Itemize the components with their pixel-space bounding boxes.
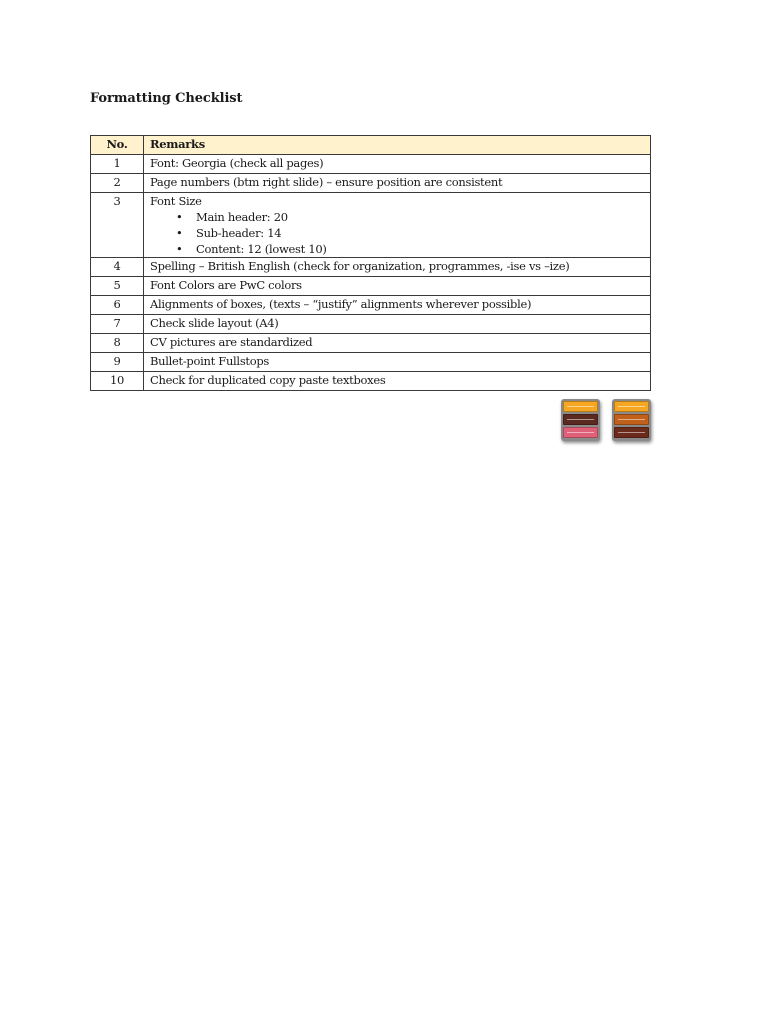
row-number: 10 [91,372,144,391]
table-row [91,193,651,258]
color-swatch [614,414,649,425]
column-header-no: No. [91,136,144,155]
row-remark: Bullet-point Fullstops [144,353,651,372]
table-row [91,372,651,391]
row-number: 3 [91,193,144,258]
column-header-remarks: Remarks [144,136,651,155]
table-row [91,155,651,174]
color-swatch [614,401,649,412]
row-remark: Page numbers (btm right slide) – ensure position are consistent [144,174,651,193]
row-number: 5 [91,277,144,296]
color-swatch [563,414,598,425]
row-number: 2 [91,174,144,193]
row-remark: Font Size [150,194,202,208]
table-row [91,296,651,315]
table-row [91,334,651,353]
color-palette-icon [612,399,651,441]
row-remark: CV pictures are standardized [144,334,651,353]
color-swatch [563,427,598,438]
row-number: 6 [91,296,144,315]
color-swatch [614,427,649,438]
row-number: 7 [91,315,144,334]
table-row [91,353,651,372]
row-remark: Check for duplicated copy paste textboxes [144,372,651,391]
color-swatch [563,401,598,412]
row-remark: Font Colors are PwC colors [144,277,651,296]
table-row [91,277,651,296]
color-palette-icon [561,399,600,441]
table-row [91,258,651,277]
list-item: • Sub-header: 14 [176,225,644,241]
row-remark: Spelling – British English (check for organization, programmes, -ise vs –ize) [144,258,651,277]
table-header-row [91,136,651,155]
formatting-checklist-table [90,135,651,391]
row-remark: Font: Georgia (check all pages) [144,155,651,174]
table-row [91,174,651,193]
row-remark: Alignments of boxes, (texts – “justify” alignments wherever possible) [144,296,651,315]
list-item: • Main header: 20 [176,209,644,225]
row-remark-cell [144,193,651,258]
table-row [91,315,651,334]
row-number: 1 [91,155,144,174]
font-size-list [150,209,644,257]
list-item: • Content: 12 (lowest 10) [176,241,644,257]
row-remark: Check slide layout (A4) [144,315,651,334]
row-number: 8 [91,334,144,353]
row-number: 9 [91,353,144,372]
row-number: 4 [91,258,144,277]
document-title: Formatting Checklist [90,91,243,106]
